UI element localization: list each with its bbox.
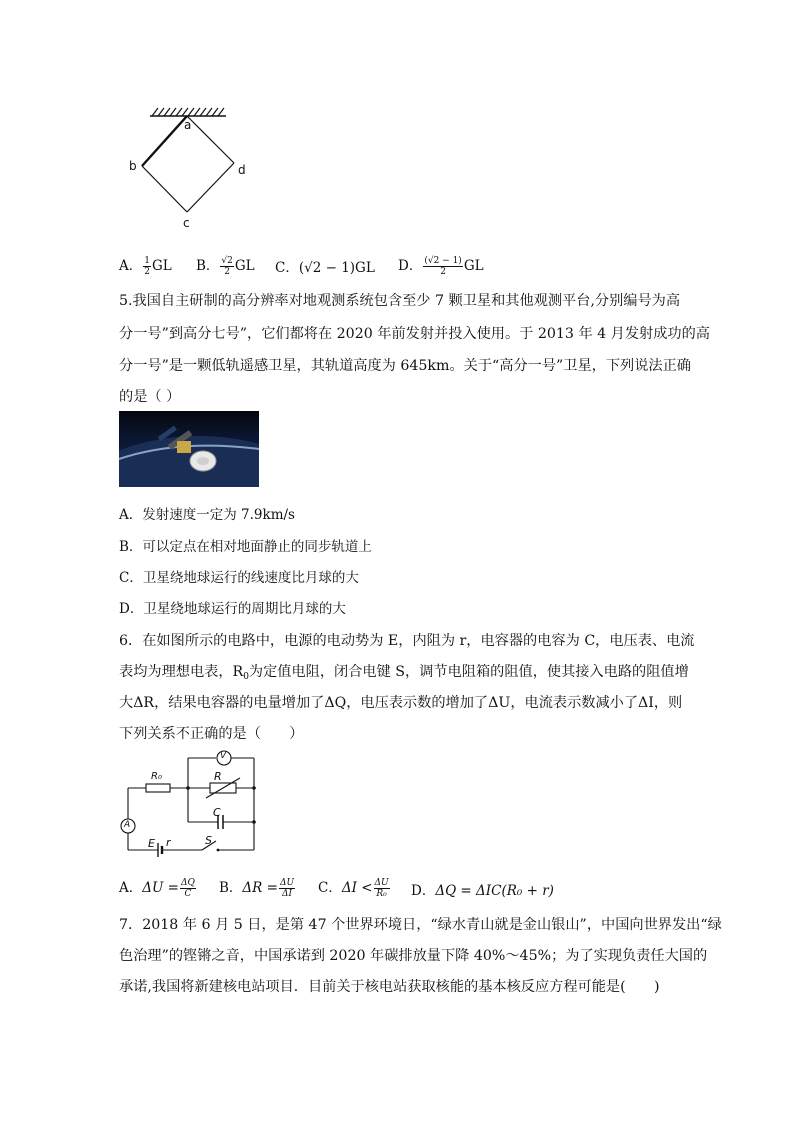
circuit-label-e: E: [148, 837, 155, 850]
resistor-r0: [146, 784, 170, 792]
q6-line-3: 大ΔR，结果电容器的电量增加了ΔQ，电压表示数的增加了ΔU，电流表示数减小了ΔI，则: [119, 695, 683, 711]
q7-line-1: 7．2018 年 6 月 5 日，是第 47 个世界环境日，“绿水青山就是金山银山”，中国向世界发出“绿: [119, 917, 722, 933]
q6-line-1: 6．在如图所示的电路中，电源的电动势为 E，内阻为 r，电容器的电容为 C，电压表、电流: [119, 633, 695, 649]
q6-option-c: C．ΔI < $\frac{\Delta U}{\text{R₀}}$: [318, 878, 389, 899]
circuit-diagram: [118, 748, 263, 860]
q4-option-a: A． $\frac{1}{2}$ GL: [119, 256, 172, 277]
q5-line-1: 5.我国自主研制的高分辨率对地观测系统包含至少 7 颗卫星和其他观测平台,分别编号为高: [119, 293, 681, 309]
q5-line-2: 分一号”到高分七号”，它们都将在 2020 年前发射并投入使用。于 2013 年 4 月发射成功的高: [119, 326, 710, 342]
vertex-label-a: a: [184, 118, 192, 132]
q5-line-3: 分一号”是一颗低轨遥感卫星，其轨道高度为 645km。关于“高分一号”卫星，下列说法正确: [119, 358, 691, 374]
q7-line-3: 承诺,我国将新建核电站项目．目前关于核电站获取核能的基本核反应方程可能是( ): [119, 979, 660, 995]
vertex-label-c: c: [183, 216, 190, 230]
q7-line-2: 色治理”的铿锵之音，中国承诺到 2020 年碳排放量下降 40%～45%；为了实现负责任大国的: [119, 948, 708, 964]
q4-option-d: D． $\frac{(√2 - 1)}{2}$ GL: [398, 256, 484, 277]
q6-line-2: 表均为理想电表，$R_0$为定值电阻，闭合电键 S，调节电阻箱的阻值，使其接入电路的阻值增: [119, 664, 689, 682]
q4-option-c: C．(√2 − 1)GL: [275, 260, 375, 276]
q5-option-b: B．可以定点在相对地面静止的同步轨道上: [119, 539, 372, 555]
circuit-label-s: S: [205, 834, 212, 847]
square-frame-figure: [130, 100, 270, 240]
q4-option-b: B． $\frac{√2}{2}$ GL: [196, 256, 255, 277]
q5-option-c: C．卫星绕地球运行的线速度比月球的大: [119, 570, 359, 586]
q5-option-d: D．卫星绕地球运行的周期比月球的大: [119, 601, 346, 617]
vertex-label-b: b: [129, 159, 137, 173]
q5-option-a: A．发射速度一定为 7.9km/s: [119, 507, 295, 523]
circuit-label-v: V: [220, 751, 227, 761]
q6-line-4: 下列关系不正确的是（ ）: [119, 726, 304, 742]
q6-option-d: D．ΔQ = ΔIC(R₀ + r): [411, 883, 554, 899]
circuit-label-r: R: [214, 770, 222, 783]
satellite-photo: [119, 411, 259, 487]
ceiling: [150, 108, 226, 116]
q6-option-b: B．ΔR = $\frac{\Delta U}{\Delta I}$: [219, 878, 295, 899]
circuit-label-r0: R₀: [151, 771, 162, 782]
circuit-label-a: A: [124, 820, 131, 830]
circuit-label-r-internal: r: [166, 836, 171, 849]
q5-line-4: 的是（ ）: [119, 389, 181, 405]
circuit-label-c: C: [213, 806, 221, 819]
vertex-label-d: d: [238, 163, 246, 177]
q6-option-a: A．ΔU = $\frac{\Delta Q}{C}$: [119, 878, 195, 899]
